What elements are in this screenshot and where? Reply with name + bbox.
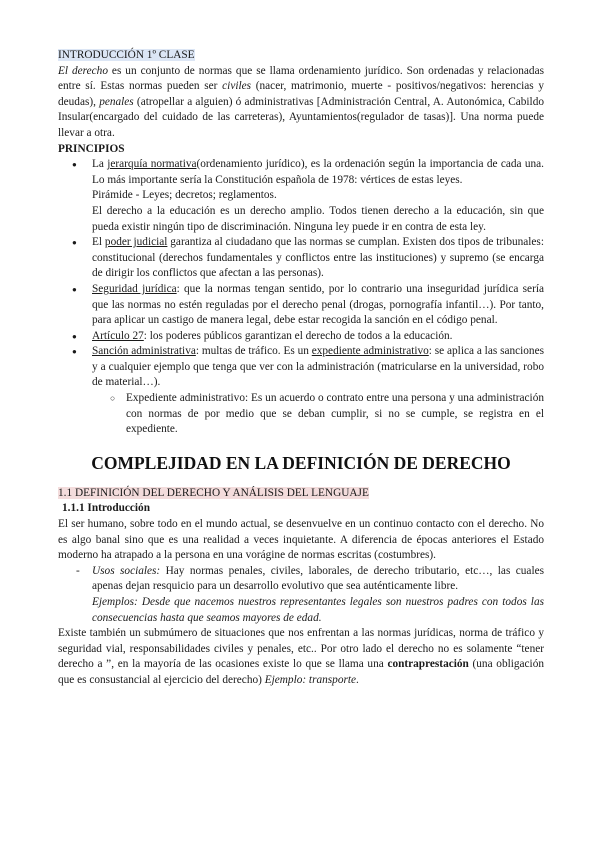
intro-title: INTRODUCCIÓN 1º CLASE <box>58 49 195 61</box>
section-heading <box>58 486 544 502</box>
item-line-educacion: El derecho a la educación es un derecho amplio. Todos tienen derecho a la educación, sin que pueda existir ningún tipo de discriminación. Ninguna ley puede ir en contra de esta ley. <box>92 204 544 233</box>
item-pre: El <box>92 236 105 249</box>
term-jerarquia: jerarquía normativa <box>107 158 197 171</box>
item-text: : multas de tráfico. Es un <box>195 345 312 358</box>
sub-list <box>58 391 544 438</box>
p2-end: . <box>356 673 359 686</box>
list-item <box>58 235 544 282</box>
p2-text-a: Existe también un submúmero de situaciones que nos enfrentan a las normas jurídicas, norma de tráfico y seguridad vial, responsabilidades civiles y penales, etc.. Por otro lado el derecho no es solamente “tener derecho a ”, en la mayoría de las ocasiones existe lo que se llama una <box>58 627 544 671</box>
item-text: : que la normas tengan sentido, por lo contrario una inseguridad jurídica sería que las normas no estén reguladas por el derecho penal (drogas, pornografía infantil…). Por tanto, para aplicar un castigo de manera legal, debe estar recogida la sanción en el código penal. <box>92 282 544 327</box>
document-body <box>58 48 544 689</box>
p2-text-b: (una obligación que es consustancial al ejercicio del derecho) <box>58 658 544 686</box>
list-item <box>58 329 544 345</box>
term-contraprestacion: contraprestación <box>387 658 469 671</box>
intro-term-derecho: El derecho <box>58 64 108 77</box>
p2-ejemplo: Ejemplo: transporte <box>264 673 357 686</box>
usos-text: Hay normas penales, civiles, laborales, de derecho tributario, etc…, las cuales apenas dejan resquicio para un desarrollo evolutivo que sea auténticamente libre. <box>92 564 544 593</box>
principios-list <box>58 157 544 391</box>
term-seguridad-juridica: Seguridad jurídica <box>92 282 177 295</box>
intro-heading <box>58 48 544 64</box>
item-pre: La <box>92 158 108 171</box>
item-text: garantiza al ciudadano que las normas se cumplan. Existen dos tipos de tribunales: constitucional (derechos fundamentales y conflictos entre las instituciones) y supremo (se encarga de dirigir los conflictos que afectan a las personas). <box>92 236 544 280</box>
term-poder-judicial: poder judicial <box>104 236 168 249</box>
intro-text-b: (nacer, matrimonio, muerte - positivos/negativos: herencias y deudas), <box>58 80 544 108</box>
item-line-piramide: Pirámide - Leyes; decretos; reglamentos. <box>92 189 277 202</box>
chapter-title: COMPLEJIDAD EN LA DEFINICIÓN DE DERECHO <box>91 452 511 473</box>
intro-paragraph <box>58 64 544 142</box>
item-text: : los poderes públicos garantizan el derecho de todos a la educación. <box>143 329 453 342</box>
term-articulo-27: Artículo 27 <box>92 329 144 342</box>
sub-list-item: ○ Expediente administrativo: Es un acuerdo o contrato entre una persona y una administración con normas de por medio que se deban cumplir, si no se cumple, se registra en el expediente. <box>58 391 544 438</box>
dash-list-item <box>58 564 544 595</box>
list-item <box>58 344 544 391</box>
subsection-heading: 1.1.1 Introducción <box>62 502 150 515</box>
intro-text-a: es un conjunto de normas que se llama ordenamiento jurídico. Son ordenadas y relacionadas entre sí. Estas normas pueden ser <box>58 64 544 93</box>
usos-label: Usos sociales: <box>92 564 161 577</box>
item-text: (ordenamiento jurídico), es la ordenación según la importancia de cada una. Lo más importante sería la Constitución española de 1978: vértices de estas leyes. <box>92 158 544 186</box>
term-sancion-administrativa: Sanción administrativa <box>92 345 196 358</box>
principios-heading: PRINCIPIOS <box>58 142 125 155</box>
intro-term-penales: penales <box>99 95 134 108</box>
chapter-paragraph-2 <box>58 626 544 688</box>
chapter-paragraph-1: El ser humano, sobre todo en el mundo actual, se desenvuelve en un continuo contacto con el derecho. No es algo banal sino que es una realidad a veces inquietante. A diferencia de épocas anteriores el Estado moderno ha atrapado a la persona en una vorágine de normas escritas (costumbres). <box>58 518 544 562</box>
list-item <box>58 282 544 329</box>
section-title: 1.1 DEFINICIÓN DEL DERECHO Y ANÁLISIS DEL LENGUAJE <box>58 486 369 499</box>
term-expediente-administrativo: expediente administrativo <box>311 345 429 358</box>
ejemplos-paragraph: Ejemplos: Desde que nacemos nuestros representantes legales son nuestros padres con todos las consecuencias hasta que seamos mayores de edad. <box>92 596 544 624</box>
intro-term-civiles: civiles <box>222 80 252 93</box>
intro-text-c: (atropellar a alguien) ó administrativas [Administración Central, A. Autonómica, Cabildo Insular(encargado del cuidado de las carreteras), Ayuntamientos(regulador de tasas)]. Una norma puede llevar a otra. <box>58 95 544 139</box>
list-item <box>58 157 544 235</box>
item-text-2: : se aplica a las sanciones y a cualquier ejemplo que tenga que ver con la administración (matricularse en la universidad, robo de material…). <box>92 345 544 389</box>
